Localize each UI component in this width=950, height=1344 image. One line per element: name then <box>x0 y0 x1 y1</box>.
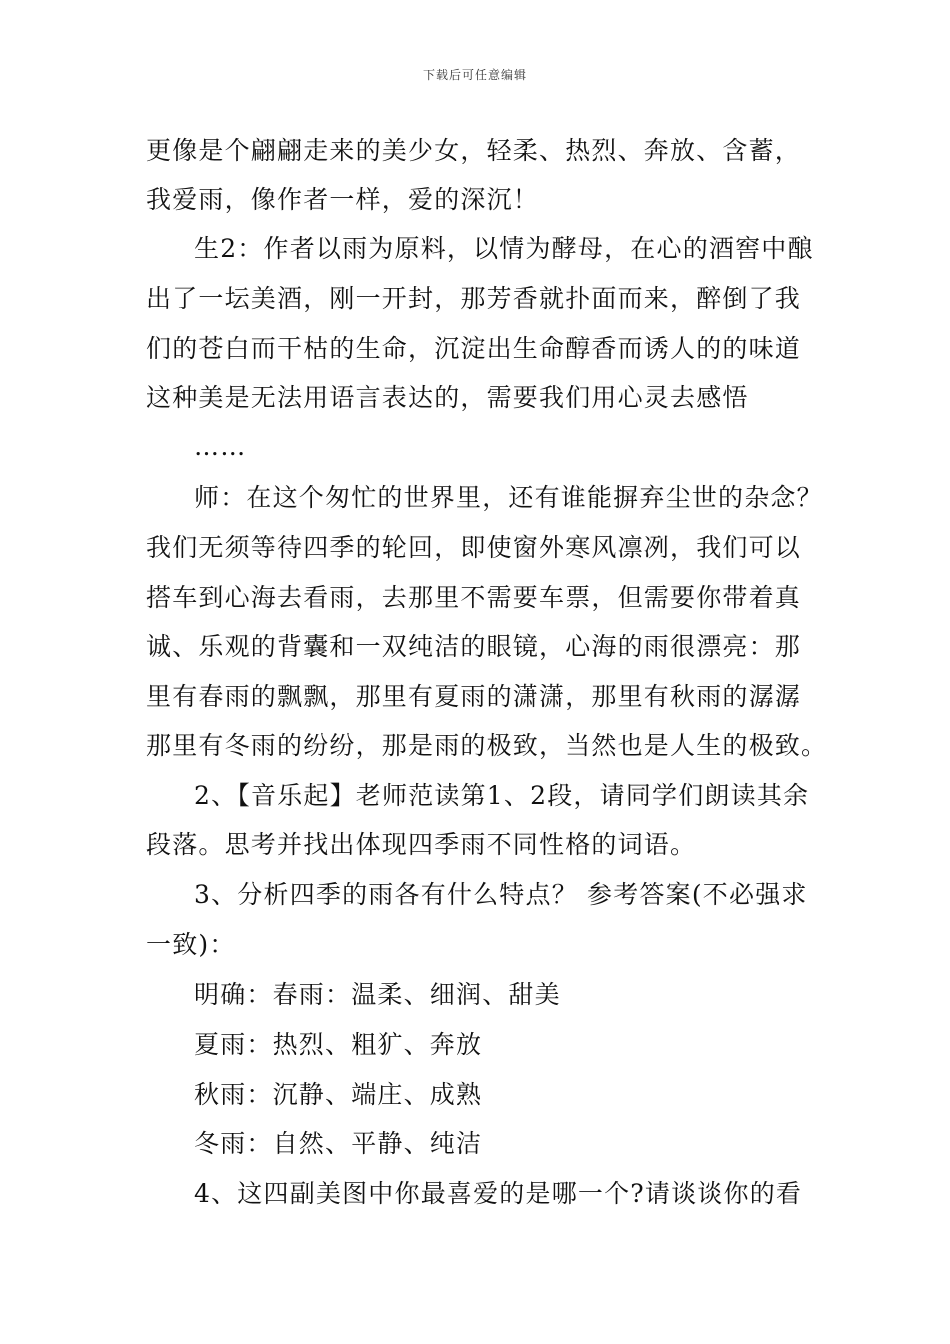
text-line: 诚、乐观的背囊和一双纯洁的眼镜，心海的雨很漂亮：那 <box>146 632 802 661</box>
text-line: 那里有冬雨的纷纷，那是雨的极致，当然也是人生的极致。 <box>146 731 828 760</box>
text-line: 4、这四副美图中你最喜爱的是哪一个?请谈谈你的看 <box>194 1179 803 1208</box>
text-line: 我爱雨，像作者一样，爱的深沉！ <box>146 185 540 214</box>
text-line: 2、【音乐起】老师范读第1、2段，请同学们朗读其余 <box>194 781 810 810</box>
page-header: 下载后可任意编辑 <box>422 68 527 82</box>
text-line: 搭车到心海去看雨，去那里不需要车票，但需要你带着真 <box>146 583 802 612</box>
text-line: 里有春雨的飘飘，那里有夏雨的潇潇，那里有秋雨的潺潺 <box>146 682 802 711</box>
text-line: 夏雨：热烈、粗犷、奔放 <box>194 1030 483 1059</box>
text-line: 们的苍白而干枯的生命，沉淀出生命醇香而诱人的的味道 <box>146 334 802 363</box>
text-line: 明确：春雨：温柔、细润、甜美 <box>194 980 561 1009</box>
text-line: 生2：作者以雨为原料，以情为酵母，在心的酒窖中酿 <box>194 234 814 263</box>
text-line: 这种美是无法用语言表达的，需要我们用心灵去感悟 <box>146 383 749 412</box>
text-line: 我们无须等待四季的轮回，即使窗外寒风凛冽，我们可以 <box>146 533 802 562</box>
text-line: 师：在这个匆忙的世界里，还有谁能摒弃尘世的杂念？ <box>194 483 823 512</box>
text-line: 一致)： <box>146 930 236 959</box>
text-line: 出了一坛美酒，刚一开封，那芳香就扑面而来，醉倒了我 <box>146 284 802 313</box>
text-line: 冬雨：自然、平静、纯洁 <box>194 1129 483 1158</box>
text-line: 秋雨：沉静、端庄、成熟 <box>194 1080 483 1109</box>
text-line: 段落。思考并找出体现四季雨不同性格的词语。 <box>146 830 697 859</box>
text-line: 3、分析四季的雨各有什么特点？ 参考答案(不必强求 <box>194 880 808 909</box>
text-line: 更像是个翩翩走来的美少女，轻柔、热烈、奔放、含蓄， <box>146 136 802 165</box>
ellipsis: …… <box>194 432 247 461</box>
